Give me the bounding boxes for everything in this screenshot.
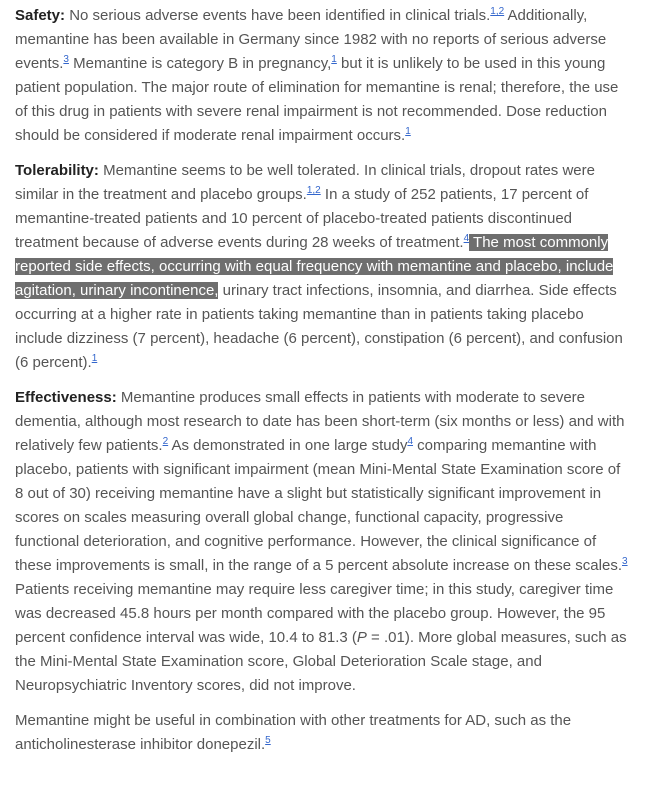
reference-link[interactable]: 1 — [405, 126, 411, 137]
reference-link[interactable]: 1 — [331, 54, 337, 65]
reference-link[interactable]: 1,2 — [490, 6, 505, 17]
combination-paragraph: Memantine might be useful in combination with other treatments for AD, such as the anticholinesterase inhibitor donepezil.$^5$ — [15, 712, 572, 753]
reference-link[interactable]: 4 — [463, 233, 470, 244]
effectiveness-label: Effectiveness: — [15, 389, 117, 406]
reference-link[interactable]: 5 — [265, 735, 271, 746]
reference-link[interactable]: 4 — [407, 436, 414, 447]
reference-link[interactable]: 1,2 — [306, 185, 321, 196]
safety-paragraph: Safety: No serious adverse events have been identified in clinical trials.$^{1,2}$ Additionally, memantine has been available in Germany since 1982 with no reports of serious adverse events.$^3$ Memantine is category B in pregnancy,$^1$ but it is unlikely to be used in this young patient population. The major route of elimination for memantine is renal; therefore, the use of this drug in patients with severe renal impairment is not recommended. Dose reduction should be considered if moderate renal impairment occurs.$^1$ — [15, 6, 619, 144]
safety-label: Safety: — [15, 7, 66, 24]
tolerability-label: Tolerability: — [15, 162, 99, 179]
effectiveness-paragraph: Effectiveness: Memantine produces small effects in patients with moderate to severe dementia, although most research to date has been short-term (six months or less) and with relatively few patients.$^2$ As demonstrated in one large study$^4$ comparing memantine with placebo, patients with significant impairment (mean Mini-Mental State Examination score of 8 out of 30) receiving memantine have a slight but statistically significant improvement in scores on scales measuring overall global change, functional capacity, progressive functional deterioration, and cognitive performance. However, the clinical significance of these improvements is small, in the range of a 5 percent absolute increase on these scales.$^3$ Patients receiving memantine may require less caregiver time; in this study, caregiver time was decreased 45.8 hours per month compared with the placebo group. However, the 95 percent confidence interval was wide, 10.4 to 81.3 (P = .01). More global measures, such as the Mini-Mental State Examination score, Global Deterioration Scale stage, and Neuropsychiatric Inventory scores, did not improve. — [15, 389, 628, 694]
reference-link[interactable]: 2 — [162, 436, 169, 447]
tolerability-paragraph: Tolerability: Memantine seems to be well tolerated. In clinical trials, dropout rates were similar in the treatment and placebo groups.$^{1,2}$ In a study of 252 patients, 17 percent of memantine-treated patients and 10 percent of placebo-treated patients discontinued treatment because of adverse events during 28 weeks of treatment.$^4$ The most commonly reported side effects, occurring with equal frequency with memantine and placebo, include agitation, urinary incontinence, urinary tract infections, insomnia, and diarrhea. Side effects occurring at a higher rate in patients taking memantine than in patients taking placebo include dizziness (7 percent), headache (6 percent), constipation (6 percent), and confusion (6 percent).$^1$ — [15, 162, 623, 371]
reference-link[interactable]: 3 — [622, 556, 628, 567]
reference-link[interactable]: 1 — [91, 353, 98, 364]
reference-link[interactable]: 3 — [63, 54, 69, 65]
selected-text-highlight[interactable]: The most commonly reported side effects, occurring with equal frequency with memantine and placebo, include agitation, urinary incontinence, — [15, 234, 614, 299]
